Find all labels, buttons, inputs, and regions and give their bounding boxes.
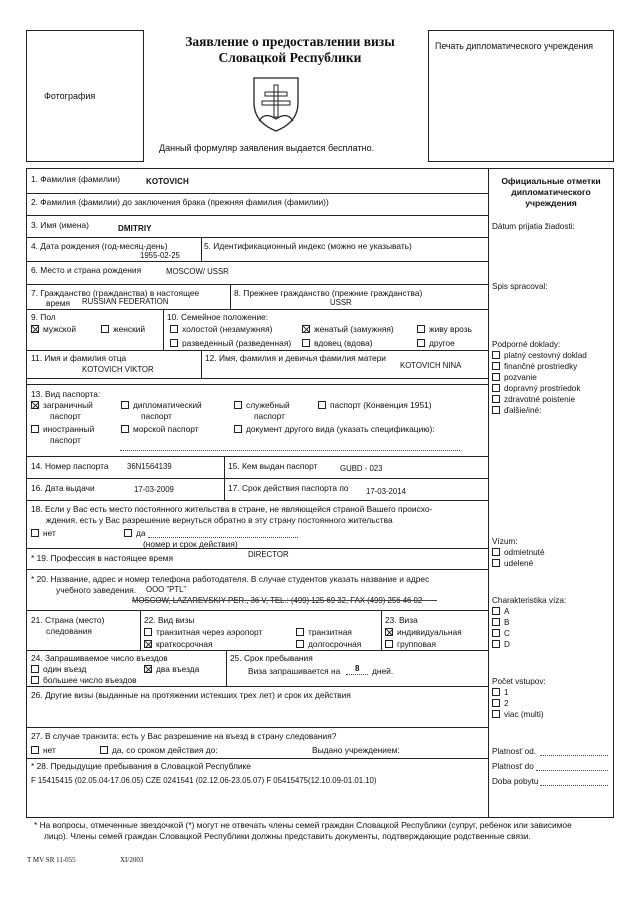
field-27-label: 27. В случае транзита: есть у Вас разрешение на въезд в страну следования? <box>31 731 337 741</box>
field-20-label2: учебного заведения. <box>56 585 137 595</box>
side-visa-refused[interactable]: odmietnuté <box>492 548 545 557</box>
transit-no-option[interactable]: нет <box>31 745 56 755</box>
side-entries-label: Počet vstupov: <box>492 677 546 686</box>
field-20-label1: * 20. Название, адрес и номер телефона работодателя. В случае студентов указать название и адрес <box>31 574 430 584</box>
marital-separate-option[interactable]: живу врозь <box>417 324 472 334</box>
field-21-label2: следования <box>46 626 92 636</box>
side-char-b[interactable]: B <box>492 618 509 627</box>
marital-single-option[interactable]: холостой (незамужняя) <box>170 324 272 334</box>
passport-other-checkbox[interactable] <box>234 425 242 433</box>
field-19-label: * 19. Профессия в настоящее время <box>31 553 174 563</box>
marital-married-checkbox[interactable] <box>302 325 310 333</box>
field-15-label: 15. Кем выдан паспорт <box>228 461 318 471</box>
field-1-label: 1. Фамилия (фамилии) <box>31 174 121 184</box>
passport-dipl-checkbox[interactable] <box>121 401 129 409</box>
side-doc-5[interactable]: ďalšie/iné: <box>492 406 541 415</box>
sex-male-checkbox[interactable] <box>31 325 39 333</box>
side-processed-label: Spis spracoval: <box>492 282 548 291</box>
visa-individual-option[interactable]: индивидуальная <box>385 627 462 637</box>
side-validity-to: Platnosť do <box>492 762 534 771</box>
entries-two-checkbox[interactable] <box>144 665 152 673</box>
field-6-label: 6. Место и страна рождения <box>31 265 142 275</box>
field-12-value[interactable]: KOTOVICH NINA <box>400 361 462 370</box>
passport-other-option[interactable]: документ другого вида (указать спецификацию): <box>234 424 435 434</box>
field-10-label: 10. Семейное положение: <box>167 312 269 322</box>
side-visa-granted[interactable]: udelené <box>492 559 533 568</box>
field-18-label1: 18. Если у Вас есть место постоянного жительства в стране, не являющейся страной Вашего происхо- <box>31 504 433 514</box>
passport-alien-option[interactable]: иностранный <box>31 424 94 434</box>
side-doc-4[interactable]: zdravotné poistenie <box>492 395 575 404</box>
marital-married-option[interactable]: женатый (замужняя) <box>302 324 394 334</box>
visa-airport-option[interactable]: транзитная через аэропорт <box>144 627 262 637</box>
field-26-label: 26. Другие визы (выданные на протяжении истекших трех лет) и срок их действия <box>31 690 351 700</box>
marital-divorced-option[interactable]: разведенный (разведенная) <box>170 338 291 348</box>
marital-other-checkbox[interactable] <box>417 339 425 347</box>
marital-other-option[interactable]: другое <box>417 338 455 348</box>
field-8-label: 8. Прежнее гражданство (прежние гражданства) <box>234 288 423 298</box>
footer-date: XI/2003 <box>120 856 144 864</box>
field-5-label: 5. Идентификационный индекс (можно не указывать) <box>204 241 412 251</box>
side-entries-multi[interactable]: viac (multi) <box>492 710 544 719</box>
entries-one-option[interactable]: один въезд <box>31 664 86 674</box>
stamp-box <box>428 30 614 162</box>
residence-yes-checkbox[interactable] <box>124 529 132 537</box>
field-7-value[interactable]: RUSSIAN FEDERATION <box>82 297 169 306</box>
residence-no-option[interactable]: нет <box>31 528 56 538</box>
side-divider <box>488 168 489 818</box>
marital-separate-checkbox[interactable] <box>417 325 425 333</box>
sex-male-option[interactable]: мужской <box>31 324 76 334</box>
entries-more-checkbox[interactable] <box>31 676 39 684</box>
field-25-line <box>346 674 368 675</box>
field-18-note: (номер и срок действия) <box>143 539 238 549</box>
transit-issued-label: Выдано учреждением: <box>312 745 400 755</box>
side-doc-1[interactable]: finančné prostriedky <box>492 362 577 371</box>
field-24-label: 24. Запрашиваемое число въездов <box>31 653 168 663</box>
field-4-value[interactable]: 1955-02-25 <box>140 251 180 260</box>
passport-foreign-option[interactable]: заграничный <box>31 400 93 410</box>
side-validity-from: Platnosť od. <box>492 747 537 756</box>
field-3-label: 3. Имя (имена) <box>31 220 89 230</box>
field-25-days: дней. <box>372 666 394 676</box>
footer-note-1: * На вопросы, отмеченные звездочкой (*) могут не отвечать члены семей граждан Словацкой Республики (супруг, ребенок или зависимое <box>34 820 572 830</box>
side-date-label: Dátum prijatia žiadosti: <box>492 222 575 231</box>
passport-conv-option[interactable]: паспорт (Конвенция 1951) <box>318 400 432 410</box>
field-19-value[interactable]: DIRECTOR <box>248 550 289 559</box>
visa-long-option[interactable]: долгосрочная <box>296 639 361 649</box>
marital-single-checkbox[interactable] <box>170 325 178 333</box>
passport-sea-checkbox[interactable] <box>121 425 129 433</box>
field-11-label: 11. Имя и фамилия отца <box>31 353 127 363</box>
passport-sea-option[interactable]: морской паспорт <box>121 424 199 434</box>
field-11-value[interactable]: KOTOVICH VIKTOR <box>82 365 154 374</box>
field-2-label: 2. Фамилия (фамилии) до заключения брака (прежняя фамилия (фамилии)) <box>31 197 329 207</box>
field-17-value[interactable]: 17-03-2014 <box>366 487 406 496</box>
side-char-d[interactable]: D <box>492 640 510 649</box>
title-line2: Словацкой Республики <box>218 50 362 65</box>
visa-group-checkbox[interactable] <box>385 640 393 648</box>
passport-conv-checkbox[interactable] <box>318 401 326 409</box>
passport-foreign-checkbox[interactable] <box>31 401 39 409</box>
field-9-label: 9. Пол <box>31 312 56 322</box>
visa-individual-checkbox[interactable] <box>385 628 393 636</box>
passport-alien-label2: паспорт <box>50 435 81 445</box>
residence-number-line[interactable] <box>148 537 298 538</box>
photo-label: Фотография <box>44 91 96 101</box>
transit-yes-option[interactable]: да, со сроком действия до: <box>100 745 218 755</box>
field-25-text: Виза запрашивается на <box>248 666 341 676</box>
stamp-label: Печать дипломатического учреждения <box>435 41 594 51</box>
side-visa-label: Vízum: <box>492 537 518 546</box>
transit-yes-checkbox[interactable] <box>100 746 108 754</box>
passport-service-checkbox[interactable] <box>234 401 242 409</box>
marital-divorced-checkbox[interactable] <box>170 339 178 347</box>
field-1-value[interactable]: KOTOVICH <box>146 177 189 186</box>
residence-yes-option[interactable]: да <box>124 528 146 538</box>
field-14-value[interactable]: 36N1564139 <box>127 462 172 471</box>
coat-of-arms-icon <box>251 75 301 133</box>
field-22-label: 22. Вид визы <box>144 615 195 625</box>
field-23-label: 23. Виза <box>385 615 418 625</box>
side-char-a[interactable]: A <box>492 607 509 616</box>
field-6-value[interactable]: MOSCOW/ USSR <box>166 267 229 276</box>
side-panel-title: Официальные отметки дипломатического учреждения <box>501 176 601 208</box>
field-13-label: 13. Вид паспорта: <box>31 389 101 399</box>
field-25-value[interactable]: 8 <box>355 664 360 673</box>
field-15-value[interactable]: GUBD - 023 <box>340 464 383 473</box>
passport-service-option[interactable]: служебный <box>234 400 290 410</box>
passport-service-label2: паспорт <box>254 411 285 421</box>
side-doc-2[interactable]: pozvanie <box>492 373 537 382</box>
photo-box <box>26 30 144 162</box>
side-entries-2[interactable]: 2 <box>492 699 509 708</box>
passport-dipl-option[interactable]: дипломатический <box>121 400 202 410</box>
residence-no-checkbox[interactable] <box>31 529 39 537</box>
footer-note-2: лицо). Члены семей граждан Словацкой Республики должны представить документы, подтверждающие родственные связи. <box>44 831 531 841</box>
footer-code: T MV SR 11-055 <box>27 856 76 864</box>
visa-transit-checkbox[interactable] <box>296 628 304 636</box>
passport-foreign-label2: паспорт <box>50 411 81 421</box>
entries-more-option[interactable]: большее число въездов <box>31 675 137 685</box>
field-18-label2: ждения, есть у Вас разрешение вернуться обратно в эту страну постоянного жительства <box>46 515 393 525</box>
field-20-value1[interactable]: OOO "PTL" <box>146 585 187 594</box>
field-16-value[interactable]: 17-03-2009 <box>134 485 174 494</box>
side-entries-1[interactable]: 1 <box>492 688 509 697</box>
visa-airport-checkbox[interactable] <box>144 628 152 636</box>
visa-group-option[interactable]: групповая <box>385 639 436 649</box>
title-line1: Заявление о предоставлении визы <box>185 34 395 49</box>
field-28-label: * 28. Предыдущие пребывания в Словацкой Республике <box>31 761 251 771</box>
entries-two-option[interactable]: два въезда <box>144 664 199 674</box>
transit-no-checkbox[interactable] <box>31 746 39 754</box>
passport-other-line[interactable] <box>120 450 460 451</box>
sex-female-checkbox[interactable] <box>101 325 109 333</box>
field-4-label: 4. Дата рождения (год-месяц-день) <box>31 241 168 251</box>
field-21-label1: 21. Страна (место) <box>31 615 105 625</box>
field-17-label: 17. Срок действия паспорта по <box>228 483 349 493</box>
marital-widow-option[interactable]: вдовец (вдова) <box>302 338 373 348</box>
side-docs-label: Podporné doklady: <box>492 340 561 349</box>
side-char-label: Charakteristika víza: <box>492 596 567 605</box>
visa-transit-option[interactable]: транзитная <box>296 627 352 637</box>
field-28-value[interactable]: F 15415415 (02.05.04-17.06.05) CZE 0241541 (02.12.06-23.05.07) F 05415475(12.10.09-01.01.10) <box>31 776 377 785</box>
passport-dipl-label2: паспорт <box>141 411 172 421</box>
entries-one-checkbox[interactable] <box>31 665 39 673</box>
field-16-label: 16. Дата выдачи <box>31 483 95 493</box>
field-7-label2: время <box>46 298 71 308</box>
marital-widow-checkbox[interactable] <box>302 339 310 347</box>
free-note: Данный формуляр заявления выдается бесплатно. <box>159 143 375 153</box>
visa-short-checkbox[interactable] <box>144 640 152 648</box>
visa-short-option[interactable]: краткосрочная <box>144 639 213 649</box>
field-25-label: 25. Срок пребывания <box>230 653 313 663</box>
sex-female-option[interactable]: женский <box>101 324 145 334</box>
field-3-value[interactable]: DMITRIY <box>118 224 152 233</box>
side-doc-0[interactable]: platný cestovný doklad <box>492 351 587 360</box>
side-doc-3[interactable]: dopravný prostriedok <box>492 384 580 393</box>
page-title <box>150 34 430 66</box>
field-8-value[interactable]: USSR <box>330 298 352 307</box>
passport-alien-checkbox[interactable] <box>31 425 39 433</box>
field-12-label: 12. Имя, фамилия и девичья фамилия матери <box>205 353 386 363</box>
visa-long-checkbox[interactable] <box>296 640 304 648</box>
field-14-label: 14. Номер паспорта <box>31 461 109 471</box>
field-7-label: 7. Гражданство (гражданства) в настоящее <box>31 288 200 298</box>
side-stay: Doba pobytu <box>492 777 539 786</box>
side-char-c[interactable]: C <box>492 629 510 638</box>
